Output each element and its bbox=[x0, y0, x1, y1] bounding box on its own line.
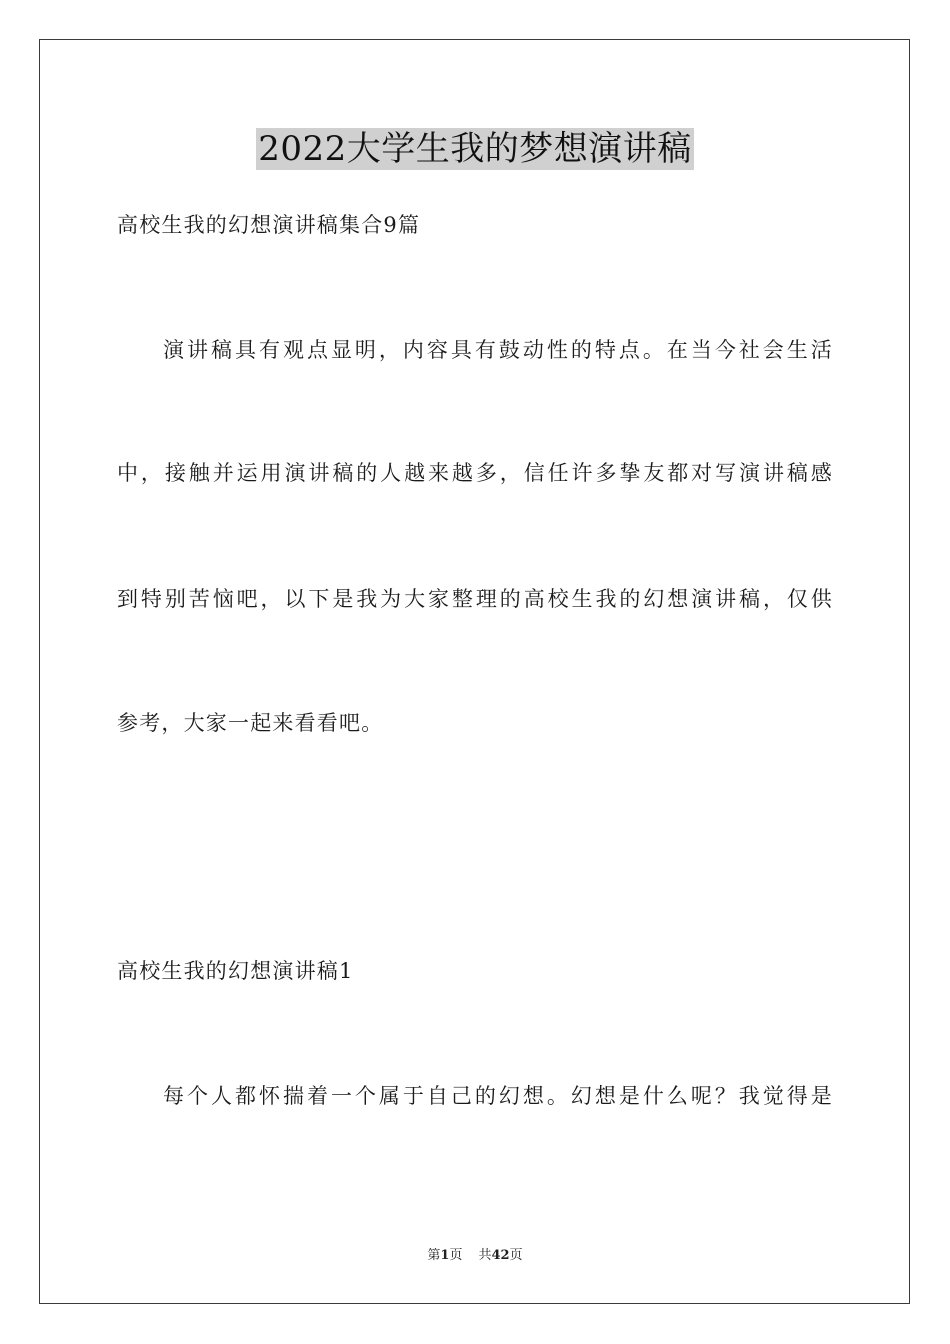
paragraph-line: 演讲稿具有观点显明，内容具有鼓动性的特点。在当今社会生活 bbox=[163, 338, 833, 362]
footer-total-suffix: 页 bbox=[509, 1248, 523, 1263]
section-heading: 高校生我的幻想演讲稿1 bbox=[117, 959, 354, 983]
footer-total-prefix: 共 bbox=[478, 1248, 492, 1263]
document-subtitle: 高校生我的幻想演讲稿集合9篇 bbox=[117, 213, 421, 237]
paragraph-line: 中，接触并运用演讲稿的人越来越多，信任许多挚友都对写演讲稿感 bbox=[117, 461, 833, 485]
footer-total-pages: 42 bbox=[491, 1248, 510, 1263]
title-container bbox=[0, 128, 950, 170]
footer-page-prefix: 第 bbox=[427, 1248, 441, 1263]
page-footer bbox=[0, 1247, 950, 1265]
paragraph-line: 每个人都怀揣着一个属于自己的幻想。幻想是什么呢？我觉得是 bbox=[163, 1084, 833, 1108]
paragraph-line: 到特别苦恼吧，以下是我为大家整理的高校生我的幻想演讲稿，仅供 bbox=[117, 587, 833, 611]
paragraph-line: 参考，大家一起来看看吧。 bbox=[117, 711, 384, 735]
footer-page-number: 1 bbox=[440, 1248, 450, 1263]
footer-page-suffix: 页 bbox=[449, 1248, 463, 1263]
document-title: 2022大学生我的梦想演讲稿 bbox=[258, 129, 692, 169]
